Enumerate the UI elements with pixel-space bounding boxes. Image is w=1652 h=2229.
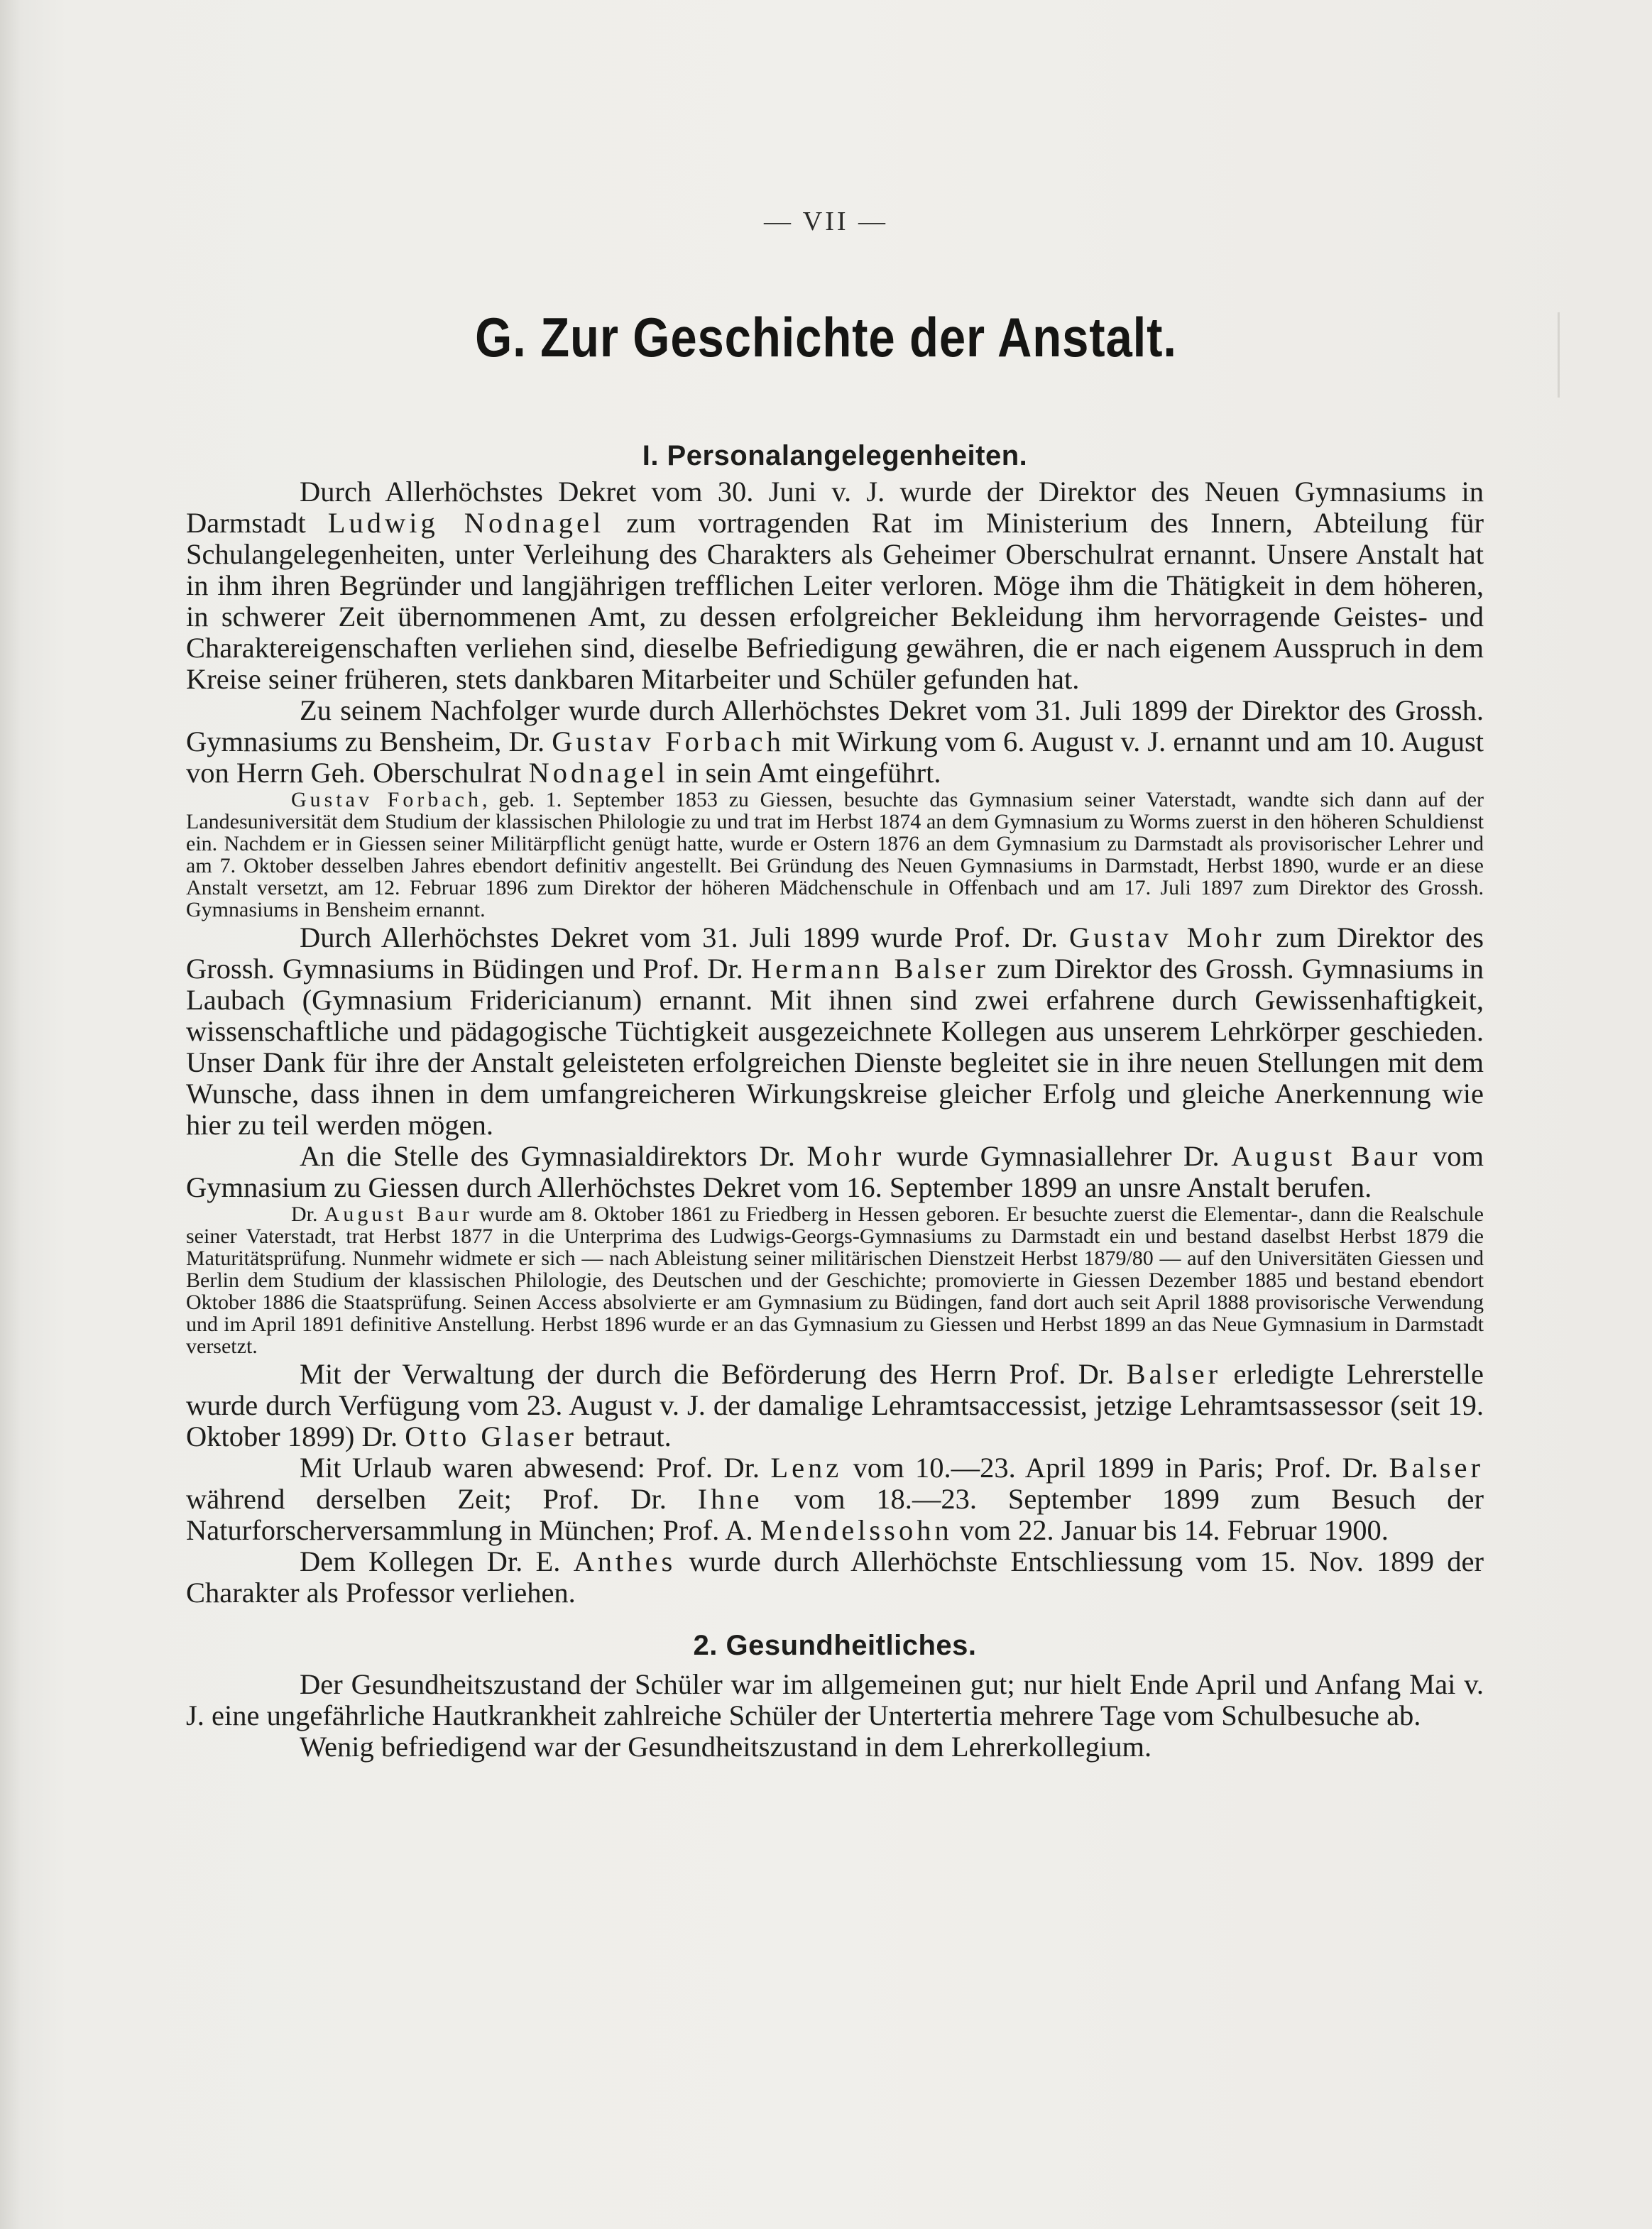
text-run: Dem Kollegen Dr. E.	[300, 1545, 574, 1577]
text-run: Mit der Verwaltung der durch die Beförderung des Herrn Prof. Dr.	[300, 1358, 1127, 1390]
footnote-biography	[186, 789, 1484, 921]
person-name: Otto Glaser	[405, 1420, 578, 1452]
paragraph	[186, 1452, 1484, 1546]
text-run: Mit Urlaub waren abwesend: Prof. Dr.	[300, 1452, 771, 1484]
paragraph	[186, 476, 1484, 695]
text-run: vom 18.—23. September 1899 zum Besuch der Naturforscherversammlung in München; Prof. A.	[186, 1483, 1484, 1546]
paragraph	[186, 922, 1484, 1141]
text-run: wurde am 8. Oktober 1861 zu Friedberg in Hessen geboren. Er besuchte zuerst die Elementar-, dann die Realschule seiner Vaterstadt, trat Herbst 1877 in die Unterprima des Ludwigs-Georgs-Gymnasiums zu Darmstadt ein und bestand daselbst Herbst 1879 die Maturitätsprüfung. Nunmehr widmete er sich — nach Ableistung seiner militärischen Dienstzeit Herbst 1879/80 — auf den Universitäten Giessen und Berlin dem Studium der klassischen Philologie, des Deutschen und der Geschichte; promovierte in Giessen Dezember 1885 und bestand ebendort Oktober 1886 die Staatsprüfung. Seinen Access absolvierte er am Gymnasium zu Büdingen, fand dort auch seit April 1888 provisorische Verwendung und im April 1891 definitive Anstellung. Herbst 1896 wurde er an das Gymnasium zu Giessen und Herbst 1899 an das Neue Gymnasium in Darmstadt versetzt.	[186, 1203, 1484, 1358]
person-name: August Baur	[1231, 1140, 1421, 1172]
text-run: Durch Allerhöchstes Dekret vom 31. Juli 1899 wurde Prof. Dr.	[300, 921, 1069, 953]
person-name: Nodnagel	[528, 757, 669, 789]
person-name: Mendelssohn	[760, 1514, 953, 1546]
person-name: Ludwig Nodnagel	[327, 507, 605, 539]
section-heading-health: 2. Gesundheitliches.	[693, 1630, 977, 1661]
text-run: Zu seinem Nachfolger wurde durch Allerhöchstes Dekret vom 31. Juli 1899 der Direktor des Grossh. Gymnasiums zu Bensheim, Dr.	[186, 694, 1484, 757]
bleed-through-mark	[1558, 312, 1560, 398]
text-run: vom Gymnasium zu Giessen durch Allerhöchstes Dekret vom 16. September 1899 an unsre Anstalt berufen.	[186, 1140, 1484, 1203]
person-name: Balser	[1389, 1452, 1484, 1484]
section-heading-personal: I. Personalangelegenheiten.	[642, 440, 1028, 471]
text-run: zum Direktor des Grossh. Gymnasiums in Laubach (Gymnasium Fridericianum) ernannt. Mit ihnen sind zwei erfahrene durch Gewissenhaftigkeit, wissenschaftliche und pädagogische Tüchtigkeit ausgezeichnete Kollegen aus unserem Lehrkörper geschieden. Unser Dank für ihre der Anstalt geleisteten erfolgreichen Dienste begleitet sie in ihre neuen Stellungen mit dem Wunsche, dass ihnen in dem umfangreicheren Wirkungskreise gleicher Erfolg und gleiche Anerkennung wie hier zu teil werden mögen.	[186, 953, 1484, 1141]
person-name: Gustav Forbach	[552, 725, 784, 757]
person-name: Anthes	[573, 1545, 677, 1577]
paragraph	[186, 695, 1484, 789]
person-name: Gustav Forbach	[291, 788, 482, 811]
person-name: Hermann Balser	[750, 953, 989, 985]
paragraph: Wenig befriedigend war der Gesundheitszustand in dem Lehrerkollegium.	[300, 1731, 1152, 1763]
paragraph: Der Gesundheitszustand der Schüler war im allgemeinen gut; nur hielt Ende April und Anfang Mai v. J. eine ungefährliche Hautkrankheit zahlreiche Schüler der Untertertia mehrere Tage vom Schulbesuche ab.	[186, 1668, 1484, 1731]
paragraph	[186, 1141, 1484, 1203]
text-run: während derselben Zeit; Prof. Dr.	[186, 1483, 698, 1515]
person-name: Mohr	[806, 1140, 885, 1172]
binding-gutter	[0, 0, 20, 2229]
text-run: Dr.	[291, 1203, 324, 1226]
person-name: Lenz	[770, 1452, 843, 1484]
text-run: vom 10.—23. April 1899 in Paris; Prof. Dr.	[842, 1452, 1389, 1484]
text-run: Durch Allerhöchstes Dekret vom 30. Juni v. J. wurde der Direktor des Neuen Gymnasiums in Darmstadt	[186, 476, 1484, 539]
text-run: zum Direktor des Grossh. Gymnasiums in Büdingen und Prof. Dr.	[186, 921, 1484, 985]
paragraph	[186, 1546, 1484, 1609]
person-name: Balser	[1126, 1358, 1222, 1390]
text-run: mit Wirkung vom 6. August v. J. ernannt und am 10. August von Herrn Geh. Oberschulrat	[186, 725, 1484, 789]
text-run: in sein Amt eingeführt.	[668, 757, 941, 789]
footnote-biography	[186, 1203, 1484, 1357]
text-run: An die Stelle des Gymnasialdirektors Dr.	[300, 1140, 807, 1172]
text-run: , geb. 1. September 1853 zu Giessen, besuchte das Gymnasium seiner Vaterstadt, wandte sich dann auf der Landesuniversität dem Studium der klassischen Philologie zu und trat im Herbst 1874 an dem Gymnasium zu Worms zuerst in den höheren Schuldienst ein. Nachdem er in Giessen seiner Militärpflicht genügt hatte, wurde er Ostern 1876 an dem Gymnasium zu Darmstadt als provisorischer Lehrer und am 7. Oktober desselben Jahres ebendort definitiv angestellt. Bei Gründung des Neuen Gymnasiums in Darmstadt, Herbst 1890, wurde er an diese Anstalt versetzt, am 12. Februar 1896 zum Direktor der höheren Mädchenschule in Offenbach und am 17. Juli 1897 zum Direktor des Grossh. Gymnasiums in Bensheim ernannt.	[186, 788, 1484, 921]
chapter-title: G. Zur Geschichte der Anstalt.	[475, 306, 1177, 368]
text-run: zum vortragenden Rat im Ministerium des Innern, Abteilung für Schulangelegenheiten, unter Verleihung des Charakters als Geheimer Oberschulrat ernannt. Unsere Anstalt hat in ihm ihren Begründer und langjährigen trefflichen Leiter verloren. Möge ihm die Thätigkeit in dem höheren, in schwerer Zeit übernommenen Amt, zu dessen erfolgreicher Bekleidung ihm hervorragende Geistes- und Charaktereigenschaften verliehen sind, dieselbe Befriedigung gewähren, die er nach eigenem Ausspruch in dem Kreise seiner früheren, stets dankbaren Mitarbeiter und Schüler gefunden hat.	[186, 507, 1484, 695]
page-number: — VII —	[763, 207, 889, 236]
person-name: Ihne	[697, 1483, 763, 1515]
text-run: erledigte Lehrerstelle wurde durch Verfügung vom 23. August v. J. der damalige Lehramtsaccessist, jetzige Lehramtsassessor (seit 19. Oktober 1899) Dr.	[186, 1358, 1484, 1452]
text-run: wurde Gymnasiallehrer Dr.	[885, 1140, 1232, 1172]
text-run: betraut.	[577, 1420, 672, 1452]
text-run: vom 22. Januar bis 14. Februar 1900.	[952, 1514, 1389, 1546]
text-run: wurde durch Allerhöchste Entschliessung vom 15. Nov. 1899 der Charakter als Professor verliehen.	[186, 1545, 1484, 1609]
person-name: August Baur	[324, 1203, 473, 1226]
person-name: Gustav Mohr	[1069, 921, 1265, 953]
paragraph	[186, 1359, 1484, 1452]
text-body	[186, 440, 1484, 1763]
